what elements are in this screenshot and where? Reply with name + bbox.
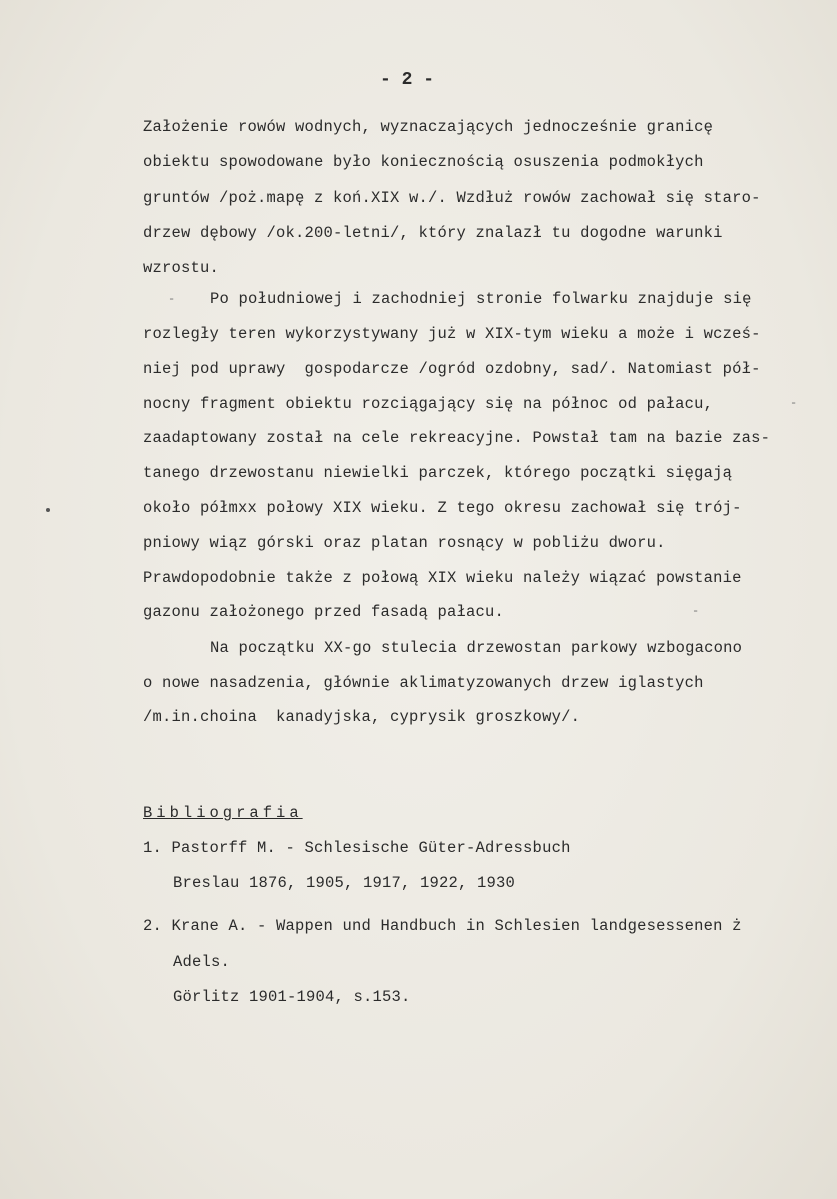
paragraph-2-line-6: tanego drzewostanu niewielki parczek, którego początki sięgają (143, 464, 733, 482)
paragraph-1-line-2: obiektu spowodowane było koniecznością osuszenia podmokłych (143, 153, 704, 171)
paragraph-2-line-5: zaadaptowany został na cele rekreacyjne. Powstał tam na bazie zas- (143, 429, 771, 447)
paragraph-3-line-1: Na początku XX-go stulecia drzewostan parkowy wzbogacono (210, 639, 743, 657)
bibliography-entry-2-line-2: Adels. (173, 953, 231, 971)
paragraph-2-line-4: nocny fragment obiektu rozciągający się na północ od pałacu, (143, 395, 714, 413)
bibliography-entry-2-line-3: Görlitz 1901-1904, s.153. (173, 988, 411, 1006)
paragraph-2-line-3: niej pod uprawy gospodarcze /ogród ozdobny, sad/. Natomiast pół- (143, 360, 761, 378)
paragraph-2-line-2: rozległy teren wykorzystywany już w XIX-tym wieku a może i wcześ- (143, 325, 761, 343)
bibliography-heading: Bibliografia (143, 804, 303, 822)
bibliography-entry-1-line-1: 1. Pastorff M. - Schlesische Güter-Adressbuch (143, 839, 571, 857)
paper-speck (46, 508, 50, 512)
margin-mark: - (168, 292, 176, 306)
paragraph-2-line-7: około półmxx połowy XIX wieku. Z tego okresu zachował się trój- (143, 499, 742, 517)
bibliography-entry-1-line-2: Breslau 1876, 1905, 1917, 1922, 1930 (173, 874, 516, 892)
margin-mark: - (692, 604, 700, 618)
paragraph-2-line-1: Po południowej i zachodniej stronie folwarku znajduje się (210, 290, 752, 308)
paragraph-1-line-4: drzew dębowy /ok.200-letni/, który znalazł tu dogodne warunki (143, 224, 723, 242)
paragraph-2-line-9: Prawdopodobnie także z połową XIX wieku należy wiązać powstanie (143, 569, 742, 587)
paragraph-1-line-5: wzrostu. (143, 259, 220, 277)
paragraph-2-line-8: pniowy wiąz górski oraz platan rosnący w pobliżu dworu. (143, 534, 666, 552)
bibliography-entry-2-line-1: 2. Krane A. - Wappen und Handbuch in Schlesien landgesessenen ż (143, 917, 742, 935)
paragraph-1-line-1: Założenie rowów wodnych, wyznaczających jednocześnie granicę (143, 118, 714, 136)
paragraph-3-line-3: /m.in.choina kanadyjska, cyprysik groszkowy/. (143, 708, 581, 726)
paragraph-2-line-10: gazonu założonego przed fasadą pałacu. (143, 603, 505, 621)
paragraph-1-line-3: gruntów /poż.mapę z koń.XIX w./. Wzdłuż rowów zachował się staro- (143, 189, 761, 207)
paragraph-3-line-2: o nowe nasadzenia, głównie aklimatyzowanych drzew iglastych (143, 674, 704, 692)
page-number: - 2 - (380, 70, 435, 90)
margin-mark: - (790, 396, 798, 410)
